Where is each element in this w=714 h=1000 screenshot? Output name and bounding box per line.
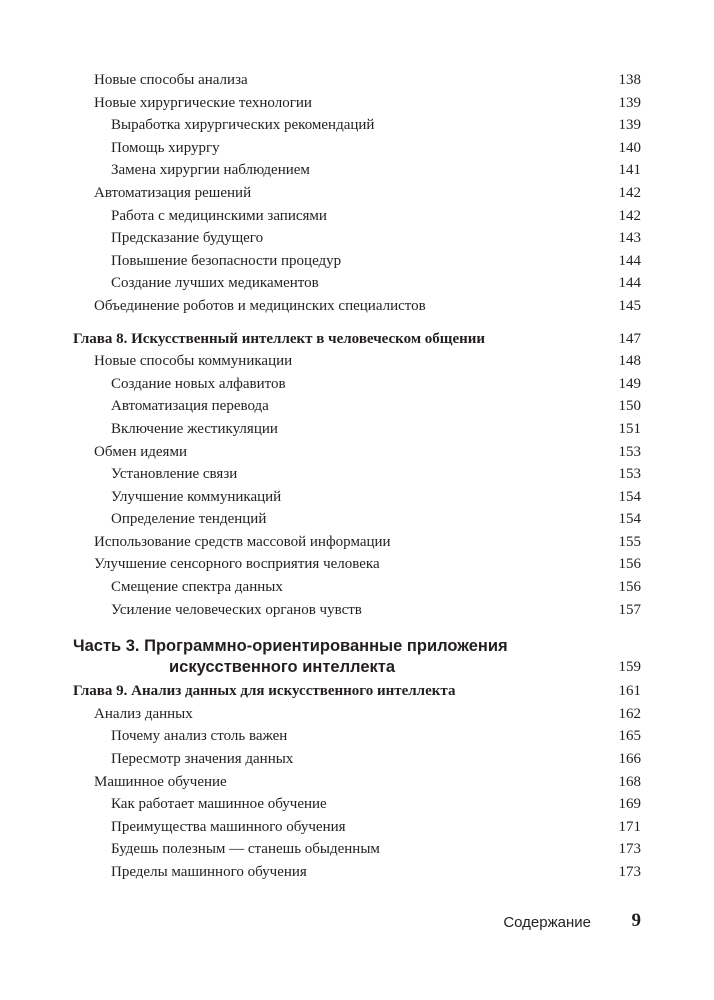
toc-subsection-entry (0, 373, 714, 396)
toc-section-entry (0, 69, 714, 92)
toc-chapter-8 (0, 328, 714, 351)
entry-title: Машинное обучение (94, 773, 227, 790)
entry-page: 156 (618, 556, 641, 573)
entry-page: 171 (618, 818, 641, 835)
entry-title: Создание лучших медикаментов (111, 275, 319, 292)
toc-subsection-entry (0, 463, 714, 486)
part-title (73, 636, 543, 678)
entry-title: Анализ данных (94, 705, 193, 722)
entry-page: 144 (618, 275, 641, 292)
toc-part-3 (0, 636, 714, 680)
entry-page: 169 (618, 796, 641, 813)
toc-section-block (0, 69, 714, 318)
entry-page: 157 (618, 601, 641, 618)
toc-subsection-entry (0, 486, 714, 509)
entry-page: 139 (618, 94, 641, 111)
toc-subsection-entry (0, 816, 714, 839)
toc-chapter-9 (0, 680, 714, 703)
toc-section-entry (0, 350, 714, 373)
toc-section-entry (0, 182, 714, 205)
toc-section-entry (0, 771, 714, 794)
entry-title: Предсказание будущего (111, 230, 264, 247)
toc-subsection-entry (0, 725, 714, 748)
entry-page: 151 (618, 420, 641, 437)
toc-subsection-entry (0, 861, 714, 884)
toc-section-entry (0, 703, 714, 726)
entry-title: Усиление человеческих органов чувств (111, 601, 362, 618)
entry-title: Определение тенденций (111, 511, 267, 528)
entry-page: 166 (618, 751, 641, 768)
entry-title: Использование средств массовой информации (94, 533, 391, 550)
entry-page: 138 (618, 72, 641, 88)
entry-page: 155 (618, 533, 641, 550)
part-title-line-1: Часть 3. Программно-ориентированные приложения (73, 637, 508, 656)
entry-title: Повышение безопасности процедур (111, 252, 342, 269)
entry-page: 141 (618, 162, 641, 179)
chapter-page: 147 (618, 330, 641, 347)
toc-subsection-entry (0, 227, 714, 250)
toc-subsection-entry (0, 748, 714, 771)
toc-subsection-entry (0, 205, 714, 228)
entry-page: 154 (618, 511, 641, 528)
toc-subsection-entry (0, 250, 714, 273)
entry-page: 153 (618, 443, 641, 460)
entry-title: Улучшение коммуникаций (111, 488, 282, 505)
entry-page: 139 (618, 117, 641, 134)
toc-section-block (0, 350, 714, 621)
part-page: 159 (618, 659, 641, 676)
entry-title: Новые хирургические технологии (94, 94, 312, 111)
chapter-title: Глава 8. Искусственный интеллект в человеческом общении (73, 330, 486, 347)
toc-section-entry (0, 92, 714, 115)
chapter-page: 161 (618, 683, 641, 700)
entry-title: Новые способы анализа (94, 72, 248, 88)
entry-page: 168 (618, 773, 641, 790)
entry-title: Смещение спектра данных (111, 579, 283, 596)
entry-page: 173 (618, 864, 641, 880)
entry-page: 153 (618, 466, 641, 483)
entry-page: 142 (618, 184, 641, 201)
entry-page: 145 (618, 297, 641, 314)
entry-page: 148 (618, 353, 641, 370)
page-footer (0, 910, 714, 936)
entry-title: Почему анализ столь важен (111, 728, 288, 745)
entry-page: 150 (618, 398, 641, 415)
entry-title: Пересмотр значения данных (111, 751, 294, 768)
entry-page: 143 (618, 230, 641, 247)
entry-title: Обмен идеями (94, 443, 187, 460)
chapter-title: Глава 9. Анализ данных для искусственного интеллекта (73, 683, 456, 700)
entry-page: 140 (618, 139, 641, 156)
entry-title: Улучшение сенсорного восприятия человека (94, 556, 380, 573)
toc-section-entry (0, 553, 714, 576)
entry-title: Помощь хирургу (111, 139, 220, 156)
toc-subsection-entry (0, 576, 714, 599)
running-footer-label: Содержание (503, 914, 591, 931)
entry-page: 165 (618, 728, 641, 745)
entry-title: Преимущества машинного обучения (111, 818, 346, 835)
entry-page: 162 (618, 705, 641, 722)
toc-subsection-entry (0, 599, 714, 622)
toc-subsection-entry (0, 272, 714, 295)
toc-subsection-entry (0, 137, 714, 160)
entry-page: 154 (618, 488, 641, 505)
toc-subsection-entry (0, 159, 714, 182)
toc-subsection-entry (0, 395, 714, 418)
entry-page: 156 (618, 579, 641, 596)
page-number: 9 (631, 910, 641, 931)
entry-page: 144 (618, 252, 641, 269)
entry-title: Создание новых алфавитов (111, 375, 286, 392)
toc-subsection-entry (0, 793, 714, 816)
table-of-contents (0, 69, 714, 884)
entry-title: Включение жестикуляции (111, 420, 278, 437)
entry-page: 149 (618, 375, 641, 392)
entry-title: Пределы машинного обучения (111, 864, 307, 880)
entry-title: Работа с медицинскими записями (111, 207, 327, 224)
toc-subsection-entry (0, 508, 714, 531)
entry-title: Установление связи (111, 466, 238, 483)
entry-title: Новые способы коммуникации (94, 353, 293, 370)
entry-title: Как работает машинное обучение (111, 796, 327, 813)
entry-title: Автоматизация перевода (111, 398, 269, 415)
toc-section-block (0, 703, 714, 884)
toc-section-entry (0, 531, 714, 554)
toc-section-entry (0, 441, 714, 464)
entry-title: Выработка хирургических рекомендаций (111, 117, 375, 134)
toc-subsection-entry (0, 114, 714, 137)
entry-title: Объединение роботов и медицинских специалистов (94, 297, 426, 314)
entry-title: Будешь полезным — станешь обыденным (111, 841, 380, 858)
entry-page: 142 (618, 207, 641, 224)
toc-subsection-entry (0, 418, 714, 441)
part-title-line-2: искусственного интеллекта (169, 658, 396, 677)
toc-section-entry (0, 295, 714, 318)
toc-subsection-entry (0, 838, 714, 861)
entry-title: Автоматизация решений (94, 184, 252, 201)
entry-title: Замена хирургии наблюдением (111, 162, 310, 179)
entry-page: 173 (618, 841, 641, 858)
